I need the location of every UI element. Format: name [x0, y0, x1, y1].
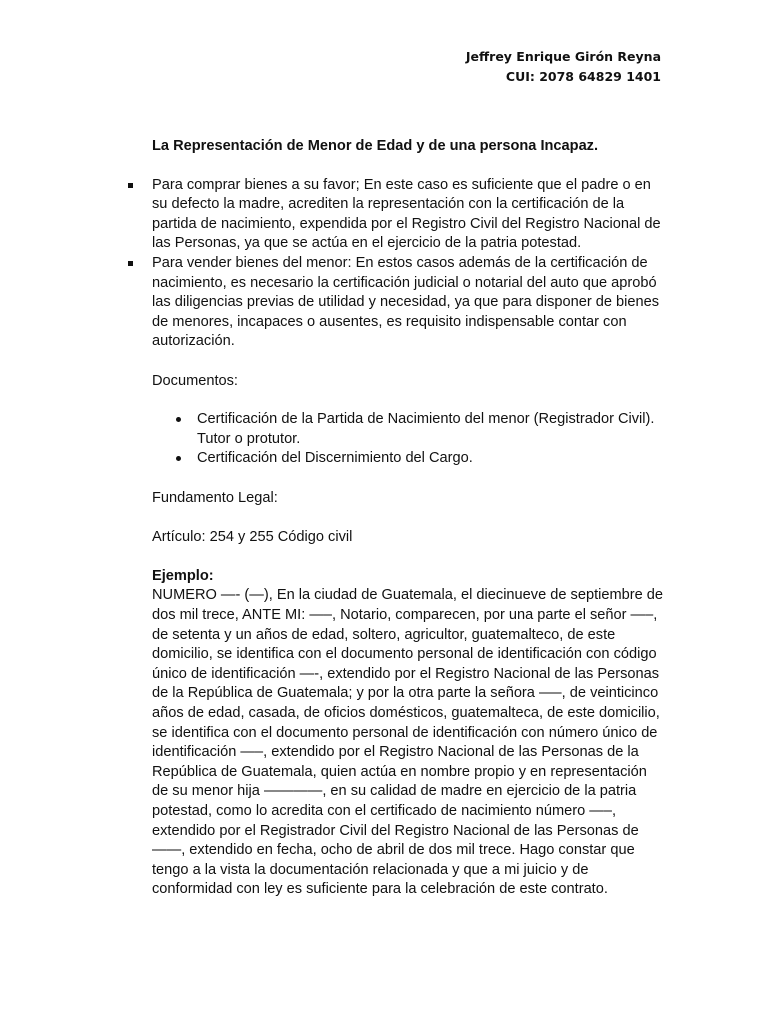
author-cui: CUI: 2078 64829 1401 [505, 69, 661, 84]
documents-list [152, 410, 664, 469]
example-text: NUMERO —- (—), En la ciudad de Guatemala, el diecinueve de septiembre de dos mil trece, ANTE MI: —–, Notario, comparecen, por una parte el señor —–, de setenta y un años de edad, soltero, agricultor, guatemalteco, de este domicilio, se identifica con el documento personal de identificación con código único de identificación —-, extendido por el Registro Nacional de las Personas de la República de Guatemala; y por la otra parte la señora —–, de veinticinco años de edad, casada, de oficios domésticos, guatemalteca, de este domicilio, se identifica con el documento personal de identificación con número único de identificación —–, extendido por el Registro Nacional de las Personas de la República de Guatemala, quien actúa en nombre propio y en representación de su menor hija ————, en su calidad de madre en ejercicio de la patria potestad, como lo acredita con el certificado de nacimiento número —–, extendido por el Registrador Civil del Registro Nacional de las Personas de ——, extendido en fecha, ocho de abril de dos mil trece. Hago constar que tengo a la vista la documentación relacionada y que a mi juicio y de conformidad con ley es suficiente para la celebración de este contrato. [152, 587, 664, 898]
document-item-birth-certificate [197, 410, 664, 449]
bullet-text: Para comprar bienes a su favor; En este caso es suficiente que el padre o en su defecto la madre, acrediten la representación con la certificación de la partida de nacimiento, expendida por el Registro Civil del Registro Nacional de las Personas, ya que se actúa en el ejercicio de la patria potestad. [152, 176, 661, 252]
legal-basis-text: Artículo: 254 y 255 Código civil [152, 528, 353, 545]
document-item-text: Certificación del Discernimiento del Cargo. [197, 450, 473, 467]
document-title: La Representación de Menor de Edad y de una persona Incapaz. [152, 138, 599, 154]
legal-basis-label: Fundamento Legal: [152, 489, 278, 506]
bullet-text: Para vender bienes del menor: En estos casos además de la certificación de nacimiento, es necesario la certificación judicial o notarial del auto que aprobó las diligencias previas de utilidad y necesidad, ya que para disponer de bienes de menores, incapaces o ausentes, es requisito indispensable contar con autorización. [152, 254, 660, 350]
document-item-text: Certificación de la Partida de Nacimiento del menor (Registrador Civil). Tutor o protutor. [197, 411, 655, 447]
author-header [466, 47, 661, 87]
representation-bullet-list [152, 176, 664, 352]
bullet-item-buy [152, 176, 664, 254]
document-body [152, 137, 664, 900]
square-bullet-icon [128, 183, 133, 188]
bullet-item-sell [152, 254, 664, 352]
document-item-discernment [197, 449, 664, 469]
documents-label: Documentos: [152, 372, 238, 389]
round-bullet-icon [176, 456, 181, 461]
square-bullet-icon [128, 261, 133, 266]
example-title: Ejemplo: [152, 567, 214, 584]
author-name: Jeffrey Enrique Girón Reyna [465, 49, 661, 64]
round-bullet-icon [176, 417, 181, 422]
